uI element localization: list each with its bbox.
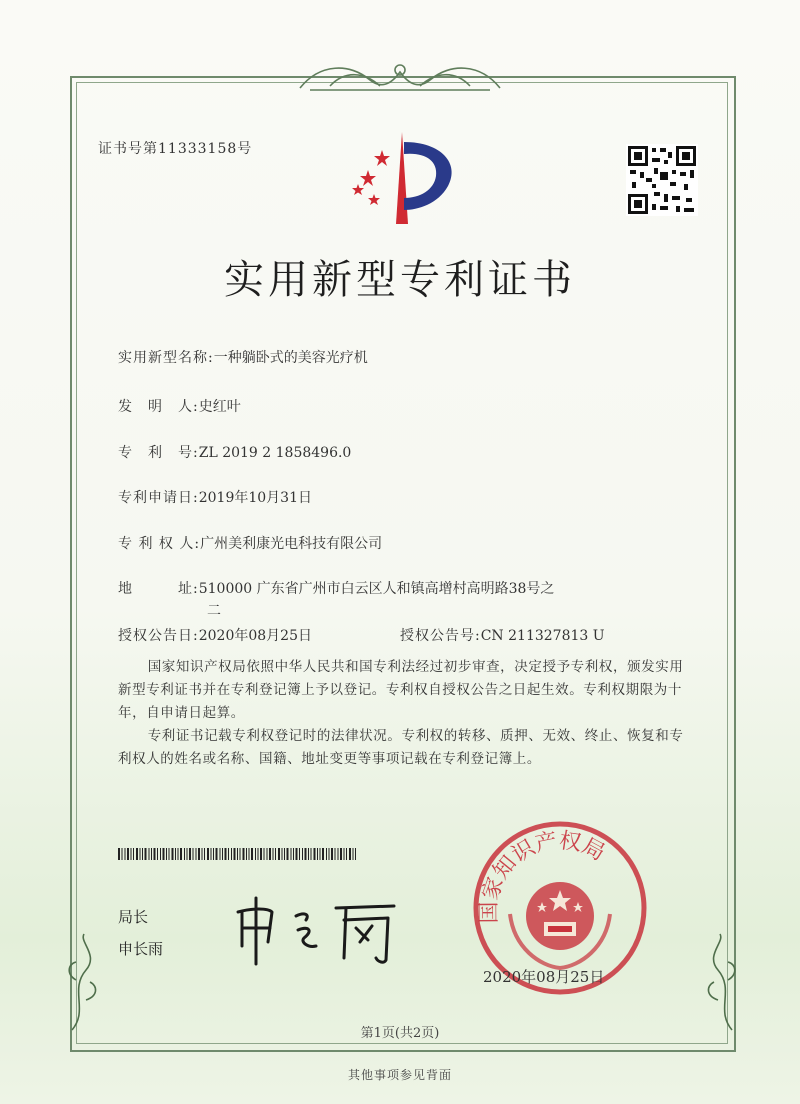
inventor-value: 史红叶 xyxy=(198,399,241,415)
application-date-value: 2019年10月31日 xyxy=(198,490,312,506)
address-value-line2: 二 xyxy=(207,603,221,619)
patentee-value: 广州美利康光电科技有限公司 xyxy=(200,536,383,552)
body-paragraph-2: 专利证书记载专利权登记时的法律状况。专利权的转移、质押、无效、终止、恢复和专利权人的姓名或名称、国籍、地址变更等事项记载在专利登记簿上。 xyxy=(118,728,684,767)
patentee-row xyxy=(118,533,382,553)
address-label: 地 址: xyxy=(118,581,199,597)
publication-date-label: 授权公告日: xyxy=(118,628,199,644)
utility-model-name-label: 实用新型名称: xyxy=(118,350,214,366)
publication-number-label: 授权公告号: xyxy=(400,628,481,644)
page-number: 第1页(共2页) xyxy=(360,1026,440,1041)
qr-code-icon xyxy=(626,144,698,216)
patent-number-value: ZL 2019 2 1858496.0 xyxy=(198,445,352,461)
certificate-number: 证书号第11333158号 xyxy=(98,141,253,157)
publication-number-value: CN 211327813 U xyxy=(480,628,605,644)
inventor-label: 发 明 人: xyxy=(118,399,199,415)
director-signature-icon xyxy=(228,890,408,970)
publication-date-row xyxy=(118,625,312,645)
body-paragraph-1: 国家知识产权局依照中华人民共和国专利法经过初步审查，决定授予专利权，颁发实用新型专利证书并在专利登记簿上予以登记。专利权自授权公告之日起生效。专利权期限为十年，自申请日起算。 xyxy=(118,659,684,721)
utility-model-name-value: 一种躺卧式的美容光疗机 xyxy=(213,350,368,366)
address-value-line1: 510000 广东省广州市白云区人和镇高增村高明路38号之 xyxy=(198,581,555,597)
certificate-body xyxy=(118,656,690,771)
utility-model-name-row xyxy=(118,347,368,367)
patent-number-label: 专 利 号: xyxy=(118,445,199,461)
director-name: 申长雨 xyxy=(118,940,164,958)
application-date-label: 专利申请日: xyxy=(118,490,199,506)
barcode-icon xyxy=(118,848,358,860)
director-title: 局长 xyxy=(118,908,149,926)
patentee-label: 专 利 权 人: xyxy=(118,536,201,552)
application-date-row xyxy=(118,487,312,507)
cnipa-logo-icon xyxy=(342,128,462,228)
publication-number-row xyxy=(400,625,605,645)
address-row xyxy=(118,578,554,598)
certificate-title: 实用新型专利证书 xyxy=(224,257,576,303)
seal-text: 国家知识产权局 xyxy=(476,828,609,924)
patent-number-row xyxy=(118,442,351,462)
inventor-row xyxy=(118,396,241,416)
top-ornament xyxy=(290,58,510,98)
back-note: 其他事项参见背面 xyxy=(347,1068,452,1082)
seal-date: 2020年08月25日 xyxy=(483,968,605,986)
publication-date-value: 2020年08月25日 xyxy=(198,628,312,644)
